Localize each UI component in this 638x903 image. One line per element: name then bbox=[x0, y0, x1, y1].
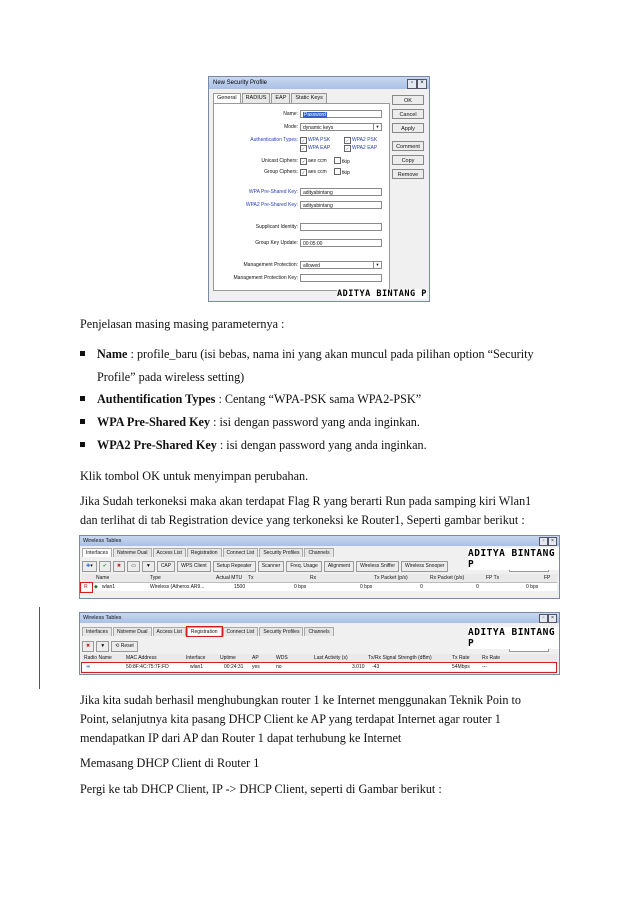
gku-field[interactable]: 00:05:00 bbox=[300, 239, 382, 247]
col-radio-name[interactable]: Radio Name bbox=[84, 655, 112, 661]
dropdown-arrow-icon: ▼ bbox=[373, 124, 381, 130]
tab-channels[interactable]: Channels bbox=[304, 548, 333, 557]
wpa-psk-checkbox[interactable]: ✓ WPA PSK bbox=[301, 137, 331, 143]
watermark: ADITYA BINTANG P bbox=[468, 548, 559, 570]
mgmt-label: Management Protection: bbox=[243, 262, 298, 268]
name-label: Name: bbox=[283, 111, 298, 117]
wireless-sniffer-button[interactable]: Wireless Sniffer bbox=[356, 561, 399, 572]
checkmark-icon: ✓ bbox=[345, 146, 350, 151]
wpa-key-label: WPA Pre-Shared Key: bbox=[248, 189, 298, 195]
comment-icon[interactable]: ▭ bbox=[127, 561, 140, 572]
apply-button[interactable]: Apply bbox=[392, 123, 424, 133]
group-aes-checkbox[interactable]: ✓ aes ccm bbox=[301, 169, 327, 175]
wireless-tables-registration bbox=[79, 612, 560, 675]
mgmt-select[interactable] bbox=[300, 261, 382, 269]
col-name[interactable]: Name bbox=[96, 575, 110, 581]
wpa2-eap-checkbox[interactable]: ✓ WPA2 EAP bbox=[345, 145, 378, 151]
tab-interfaces[interactable]: Interfaces bbox=[82, 627, 112, 636]
col-txp[interactable]: Tx Packet (p/s) bbox=[374, 575, 408, 581]
signal-cell: -43 bbox=[372, 664, 380, 670]
dialog-tabs bbox=[213, 93, 328, 103]
wireless-snooper-button[interactable]: Wireless Snooper bbox=[401, 561, 448, 572]
tab-general[interactable]: General bbox=[213, 93, 241, 103]
bullet-name-cont: Profile” pada wireless setting) bbox=[97, 370, 245, 384]
interface-icon: ◆ bbox=[94, 584, 98, 590]
tab-eap[interactable]: EAP bbox=[271, 93, 290, 103]
wt1-tabs bbox=[82, 548, 335, 557]
unicast-label: Unicast Ciphers: bbox=[261, 158, 298, 164]
col-rx[interactable]: Rx bbox=[310, 575, 317, 581]
wt2-tabs bbox=[82, 627, 335, 636]
freq-usage-button[interactable]: Freq. Usage bbox=[286, 561, 322, 572]
security-profile-dialog bbox=[208, 76, 430, 302]
setup-repeater-button[interactable]: Setup Repeater bbox=[213, 561, 256, 572]
bullet-icon bbox=[80, 419, 85, 424]
col-ap[interactable]: AP bbox=[252, 655, 259, 661]
flag-highlight bbox=[80, 582, 93, 593]
wpa-eap-checkbox[interactable]: ✓ WPA EAP bbox=[301, 145, 331, 151]
disable-icon[interactable]: ✖ bbox=[113, 561, 125, 572]
supplicant-label: Supplicant Identity: bbox=[255, 224, 298, 230]
mgmt-key-label: Management Protection Key: bbox=[233, 275, 298, 281]
wds-cell: no bbox=[276, 664, 282, 670]
alignment-button[interactable]: Alignment bbox=[324, 561, 354, 572]
remove-button[interactable]: Remove bbox=[392, 169, 424, 179]
supplicant-field[interactable] bbox=[300, 223, 382, 231]
tx-cell: 0 bps bbox=[294, 584, 307, 590]
wpa2-key-label: WPA2 Pre-Shared Key: bbox=[245, 202, 298, 208]
table-row[interactable] bbox=[82, 583, 557, 591]
ap-cell: yes bbox=[252, 664, 260, 670]
close-icon[interactable]: × bbox=[417, 79, 427, 89]
close-icon[interactable]: × bbox=[548, 537, 557, 546]
scanner-button[interactable]: Scanner bbox=[258, 561, 285, 572]
dhcp-nav-text: Pergi ke tab DHCP Client, IP -> DHCP Client, seperti di Gambar berikut : bbox=[80, 782, 442, 796]
col-rx-rate[interactable]: Rx Rate bbox=[482, 655, 501, 661]
wt1-header-row bbox=[82, 574, 557, 583]
restore-icon[interactable]: ▫ bbox=[539, 537, 548, 546]
tx-rate-cell: 54Mbps bbox=[452, 664, 470, 670]
checkmark-icon: ✓ bbox=[301, 170, 306, 175]
cancel-button[interactable]: Cancel bbox=[392, 109, 424, 119]
bullet-icon bbox=[80, 442, 85, 447]
checkmark-icon: ✓ bbox=[301, 138, 306, 143]
dialog-titlebar bbox=[209, 77, 429, 89]
col-rxp[interactable]: Rx Packet (p/s) bbox=[430, 575, 465, 581]
mtu-cell: 1500 bbox=[234, 584, 246, 590]
name-field[interactable] bbox=[300, 110, 382, 118]
wps-client-button[interactable]: WPS Client bbox=[177, 561, 211, 572]
wt2-titlebar: Wireless Tables ▫ × bbox=[80, 613, 559, 623]
col-interface[interactable]: Interface bbox=[186, 655, 206, 661]
tab-access-list[interactable]: Access List bbox=[153, 627, 186, 636]
col-wds[interactable]: WDS bbox=[276, 655, 288, 661]
name-cell: wlan1 bbox=[102, 584, 116, 590]
mgmt-value: allowed bbox=[303, 263, 320, 269]
ok-button[interactable]: OK bbox=[392, 95, 424, 105]
gku-label: Group Key Update: bbox=[255, 240, 298, 246]
general-panel bbox=[213, 103, 390, 291]
group-ciphers-label: Group Ciphers: bbox=[264, 169, 298, 175]
unicast-tkip-checkbox[interactable]: tkip bbox=[334, 157, 350, 167]
dialog-title: New Security Profile bbox=[213, 80, 268, 86]
col-last-activity[interactable]: Last Activity (s) bbox=[314, 655, 348, 661]
dhcp-text-2: Point, selanjutnya kita pasang DHCP Client ke AP yang terdapat Internet agar router 1 bbox=[80, 712, 501, 726]
last-activity-cell: 3.010 bbox=[352, 664, 365, 670]
checkmark-icon: ✓ bbox=[345, 138, 350, 143]
enable-icon[interactable]: ✔ bbox=[99, 561, 111, 572]
rxp-cell: 0 bbox=[476, 584, 479, 590]
tab-channels[interactable]: Channels bbox=[304, 627, 333, 636]
mode-value: dynamic keys bbox=[303, 125, 334, 131]
watermark: ADITYA BINTANG P bbox=[337, 289, 427, 299]
row-highlight bbox=[81, 662, 557, 673]
tab-connect-list[interactable]: Connect List bbox=[223, 627, 259, 636]
col-type[interactable]: Type bbox=[150, 575, 161, 581]
col-fp[interactable]: FP bbox=[544, 575, 551, 581]
rx-rate-cell: --- bbox=[482, 664, 487, 670]
checkmark-icon: ✓ bbox=[301, 146, 306, 151]
watermark: ADITYA BINTANG P bbox=[468, 627, 559, 649]
registration-icon: ⇹ bbox=[86, 664, 91, 670]
tab-nstreme-dual[interactable]: Nstreme Dual bbox=[113, 627, 152, 636]
tab-security-profiles[interactable]: Security Profiles bbox=[259, 548, 303, 557]
col-signal[interactable]: Tx/Rx Signal Strength (dBm) bbox=[368, 655, 432, 661]
close-icon[interactable]: × bbox=[548, 614, 557, 623]
name-value: Password bbox=[304, 112, 326, 118]
add-menu-button[interactable]: ✚▾ bbox=[82, 561, 97, 572]
flag-cell: R bbox=[84, 584, 88, 590]
col-uptime[interactable]: Uptime bbox=[220, 655, 236, 661]
filter-icon[interactable]: ▼ bbox=[142, 561, 155, 572]
tab-security-profiles[interactable]: Security Profiles bbox=[259, 627, 303, 636]
tab-radius[interactable]: RADIUS bbox=[242, 93, 271, 103]
wpa2-psk-checkbox[interactable]: ✓ WPA2 PSK bbox=[345, 137, 378, 143]
tab-interfaces[interactable]: Interfaces bbox=[82, 548, 112, 557]
wt2-toolbar bbox=[82, 641, 140, 652]
iface-cell: wlan1 bbox=[190, 664, 204, 670]
fptx-cell: 0 bps bbox=[526, 584, 539, 590]
uptime-cell: 00:24:31 bbox=[224, 664, 244, 670]
reset-icon: ⟲ bbox=[115, 643, 121, 649]
bullet-icon bbox=[80, 351, 85, 356]
col-fptx[interactable]: FP Tx bbox=[486, 575, 500, 581]
tab-static-keys[interactable]: Static Keys bbox=[291, 93, 327, 103]
mac-cell: 50:8F:4C:75:7F:FD bbox=[126, 664, 169, 670]
tab-connect-list[interactable]: Connect List bbox=[223, 548, 259, 557]
bullet-icon bbox=[80, 396, 85, 401]
col-tx[interactable]: Tx bbox=[248, 575, 254, 581]
intro-text: Penjelasan masing masing parameternya : bbox=[80, 317, 285, 331]
tab-registration[interactable]: Registration bbox=[187, 548, 222, 557]
filter-icon[interactable]: ▼ bbox=[96, 641, 109, 652]
mode-label: Mode: bbox=[284, 124, 298, 130]
dhcp-text-1: Jika kita sudah berhasil menghubungkan router 1 ke Internet menggunakan Teknik Poin to bbox=[80, 693, 521, 707]
comment-button[interactable]: Comment bbox=[392, 141, 424, 151]
cap-button[interactable]: CAP bbox=[157, 561, 175, 572]
txp-cell: 0 bbox=[420, 584, 423, 590]
wireless-tables-interfaces bbox=[79, 535, 560, 599]
dropdown-arrow-icon: ▼ bbox=[373, 262, 381, 268]
tab-registration[interactable]: Registration bbox=[187, 627, 222, 636]
col-mtu[interactable]: Actual MTU bbox=[216, 575, 243, 581]
restore-icon[interactable]: ▫ bbox=[407, 79, 417, 89]
remove-icon[interactable]: ✖ bbox=[82, 641, 94, 652]
connected-text-2: dan terlihat di tab Registration device yang terkoneksi ke Router1, Seperti gambar berikut : bbox=[80, 513, 525, 527]
wpa-key-field[interactable]: adityabintang bbox=[300, 188, 382, 196]
ok-instruction: Klik tombol OK untuk menyimpan perubahan. bbox=[80, 469, 309, 483]
mgmt-key-field[interactable] bbox=[300, 274, 382, 282]
wt1-toolbar bbox=[82, 561, 450, 572]
col-tx-rate[interactable]: Tx Rate bbox=[452, 655, 470, 661]
wt1-titlebar: Wireless Tables ▫ × bbox=[80, 536, 559, 546]
tab-nstreme-dual[interactable]: Nstreme Dual bbox=[113, 548, 152, 557]
dhcp-text-3: mendapatkan IP dari AP dan Router 1 dapat terhubung ke Internet bbox=[80, 731, 402, 745]
dhcp-section-title: Memasang DHCP Client di Router 1 bbox=[80, 756, 260, 770]
tab-access-list[interactable]: Access List bbox=[153, 548, 186, 557]
wpa2-key-field[interactable]: adityabintang bbox=[300, 201, 382, 209]
checkmark-icon: ✓ bbox=[301, 159, 306, 164]
reset-button[interactable]: ⟲ Reset bbox=[111, 641, 138, 652]
type-cell: Wireless (Atheros AR9... bbox=[150, 584, 205, 590]
restore-icon[interactable]: ▫ bbox=[539, 614, 548, 623]
margin-mark bbox=[39, 607, 40, 689]
group-tkip-checkbox[interactable]: tkip bbox=[334, 168, 350, 178]
copy-button[interactable]: Copy bbox=[392, 155, 424, 165]
col-mac[interactable]: MAC Address bbox=[126, 655, 157, 661]
mode-select[interactable] bbox=[300, 123, 382, 131]
rx-cell: 0 bps bbox=[360, 584, 373, 590]
auth-types-label: Authentication Types: bbox=[250, 137, 298, 143]
connected-text-1: Jika Sudah terkoneksi maka akan terdapat Flag R yang berarti Run pada samping kiri Wlan1 bbox=[80, 494, 532, 508]
unicast-aes-checkbox[interactable]: ✓ aes ccm bbox=[301, 158, 327, 164]
